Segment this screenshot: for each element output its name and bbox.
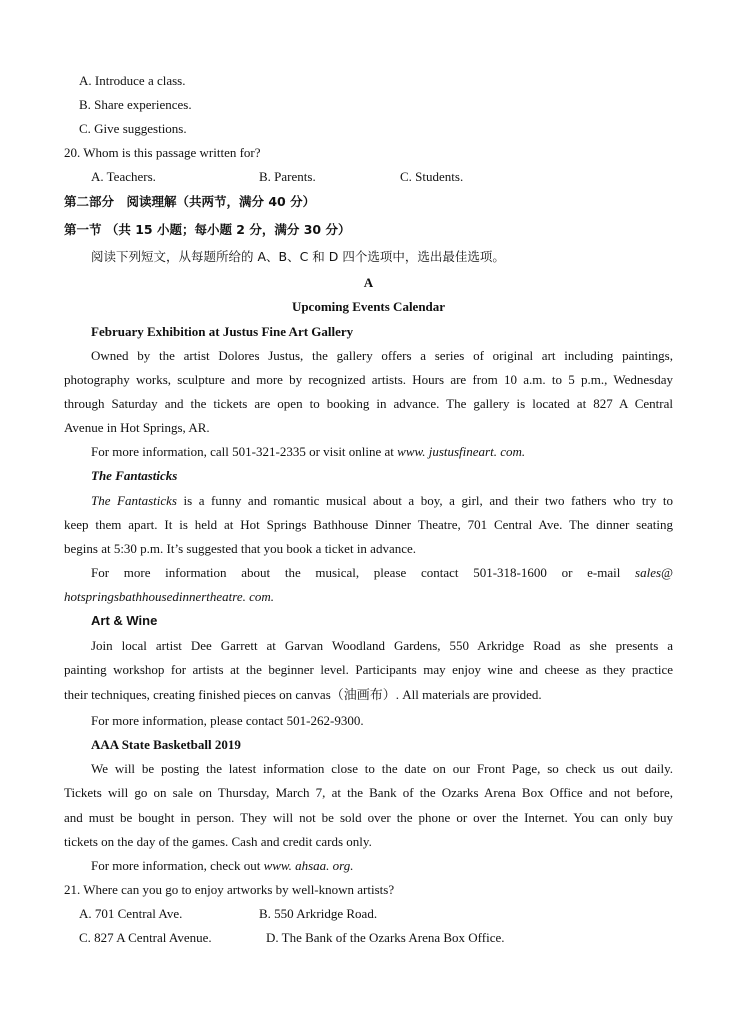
- event-4-heading: AAA State Basketball 2019: [91, 737, 241, 752]
- passage-letter: A: [363, 275, 374, 290]
- section-2-title: 第二部分 阅读理解（共两节，满分 40 分）: [64, 194, 316, 209]
- event-4-website-link[interactable]: www. ahsaa. org.: [263, 858, 354, 873]
- event-3-line-2: painting workshop for artists at the beginner level. Participants may enjoy wine and cheese as they practice: [64, 662, 673, 677]
- event-2-title-inline: The Fantasticks: [91, 493, 177, 508]
- q20-option-a: A. Teachers.: [91, 169, 156, 184]
- event-1-website-link[interactable]: www. justusfineart. com.: [397, 444, 526, 459]
- event-4-contact: [91, 857, 354, 875]
- event-2-line-1: [91, 492, 673, 510]
- q19-option-b: B. Share experiences.: [79, 97, 192, 112]
- event-3-line-1: Join local artist Dee Garrett at Garvan Woodland Gardens, 550 Arkridge Road as she presents a: [91, 638, 673, 653]
- q20-option-b: B. Parents.: [259, 169, 316, 184]
- q21-option-a: A. 701 Central Ave.: [79, 906, 183, 921]
- q21-option-d: D. The Bank of the Ozarks Arena Box Office.: [266, 930, 505, 945]
- event-3-heading: Art & Wine: [91, 613, 158, 628]
- event-2-contact-text: For more information about the musical, please contact 501-318-1600 or e-mail: [91, 565, 636, 580]
- event-2-line-1-text: is a funny and romantic musical about a boy, a girl, and their two fathers who try to: [176, 493, 673, 508]
- event-1-contact: [91, 443, 525, 461]
- event-1-heading: February Exhibition at Justus Fine Art Gallery: [91, 324, 354, 339]
- q20-option-c: C. Students.: [400, 169, 464, 184]
- event-2-heading: The Fantasticks: [91, 468, 178, 483]
- event-1-line-2: photography works, sculpture and more by recognized artists. Hours are from 10 a.m. to 5 p.m., Wednesday: [64, 372, 673, 387]
- event-2-email-link-cont[interactable]: hotspringsbathhousedinnertheatre. com.: [64, 589, 275, 604]
- event-4-line-2: Tickets will go on sale on Thursday, March 7, at the Bank of the Ozarks Arena Box Office and not before,: [64, 785, 673, 800]
- section-2-part-1-title: 第一节 （共 15 小题；每小题 2 分，满分 30 分）: [64, 222, 351, 237]
- q21-option-c: C. 827 A Central Avenue.: [79, 930, 212, 945]
- event-3-contact: For more information, please contact 501-262-9300.: [91, 713, 364, 728]
- event-1-line-3: through Saturday and the tickets are open to booking in advance. The gallery is located at 827 A Central: [64, 396, 673, 411]
- q21-stem: 21. Where can you go to enjoy artworks by well-known artists?: [64, 882, 395, 897]
- q19-option-c: C. Give suggestions.: [79, 121, 187, 136]
- event-1-line-4: Avenue in Hot Springs, AR.: [64, 420, 210, 435]
- event-2-contact: [91, 564, 673, 582]
- event-1-line-1: Owned by the artist Dolores Justus, the gallery offers a series of original art including paintings,: [91, 348, 673, 363]
- event-4-line-4: tickets on the day of the games. Cash and credit cards only.: [64, 834, 372, 849]
- event-2-line-2: keep them apart. It is held at Hot Springs Bathhouse Dinner Theatre, 701 Central Ave. The dinner seating: [64, 517, 673, 532]
- passage-title: Upcoming Events Calendar: [291, 299, 446, 314]
- event-4-line-1: We will be posting the latest information close to the date on our Front Page, so check us out daily.: [91, 761, 673, 776]
- event-4-contact-text: For more information, check out: [91, 858, 264, 873]
- q20-stem: 20. Whom is this passage written for?: [64, 145, 261, 160]
- q19-option-a: A. Introduce a class.: [79, 73, 186, 88]
- section-instruction: 阅读下列短文，从每题所给的 A、B、C 和 D 四个选项中，选出最佳选项。: [91, 249, 505, 264]
- event-1-contact-text: For more information, call 501-321-2335 or visit online at: [91, 444, 398, 459]
- event-3-line-3: their techniques, creating finished pieces on canvas（油画布）. All materials are provided.: [64, 687, 542, 702]
- event-2-email-link[interactable]: sales@: [635, 565, 673, 580]
- q21-option-b: B. 550 Arkridge Road.: [259, 906, 378, 921]
- event-2-line-3: begins at 5:30 p.m. It’s suggested that you book a ticket in advance.: [64, 541, 417, 556]
- event-4-line-3: and must be bought in person. They will not be sold over the phone or over the Internet. You can only buy: [64, 810, 673, 825]
